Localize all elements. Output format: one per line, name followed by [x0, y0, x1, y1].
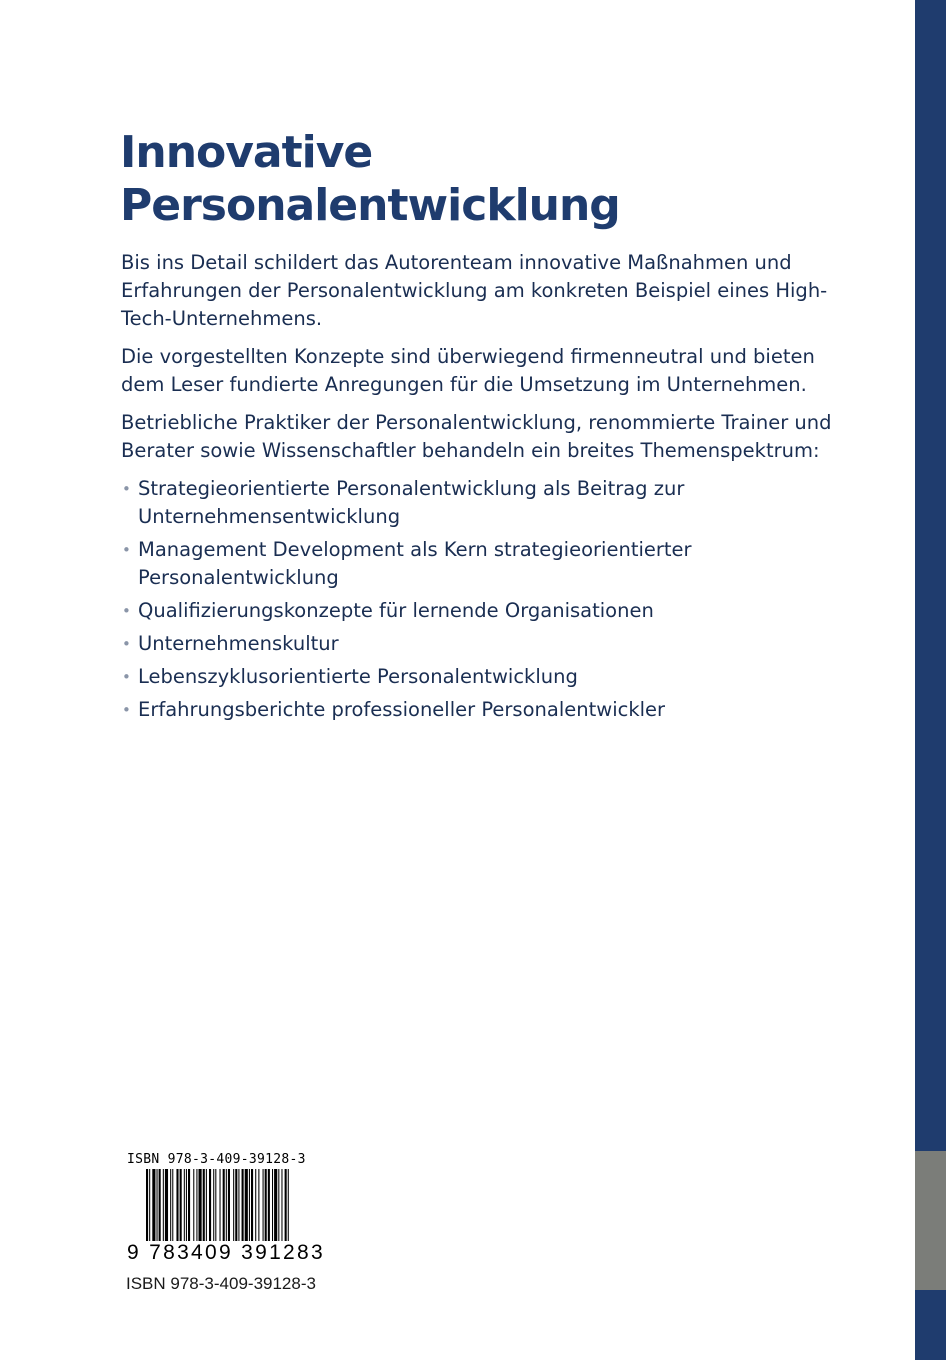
- paragraph-intro: Bis ins Detail schildert das Autorenteam innovative Maßnahmen und Erfahrungen der Personalentwicklung am konkreten Beispiel eines High-Tech-Unternehmens.: [121, 251, 828, 330]
- barcode-bar: [172, 1169, 173, 1243]
- barcode-bar: [196, 1169, 197, 1243]
- barcode-bar: [255, 1169, 256, 1243]
- barcode-bar: [186, 1169, 187, 1243]
- topic-item: • Erfahrungsberichte professioneller Personalentwickler: [121, 696, 861, 724]
- barcode-bar: [163, 1169, 164, 1243]
- bullet-icon: •: [122, 701, 131, 719]
- barcode-bar: [159, 1169, 161, 1243]
- barcode-bar: [238, 1169, 239, 1243]
- barcode-bar: [245, 1169, 248, 1243]
- barcode-bar: [209, 1169, 211, 1243]
- barcode-bar: [199, 1169, 202, 1243]
- barcode-bar: [176, 1169, 178, 1243]
- topic-item: • Lebenszyklusorientierte Personalentwicklung: [121, 663, 861, 691]
- barcode-bar: [203, 1169, 205, 1243]
- barcode-bar: [226, 1169, 227, 1243]
- bullet-icon: •: [122, 668, 131, 686]
- barcode-bar: [233, 1169, 234, 1243]
- paragraph-concepts: Die vorgestellten Konzepte sind überwiegend firmenneutral und bieten dem Leser fundierte Anregungen für die Umsetzung im Unternehmen.: [121, 345, 815, 396]
- blurb: [121, 249, 861, 729]
- spine-gray-block: [915, 1151, 946, 1290]
- topic-item: • Management Development als Kern strategieorientierter Personalentwicklung: [122, 538, 692, 589]
- barcode-bar: [165, 1169, 168, 1243]
- barcode-bar: [157, 1169, 158, 1243]
- paragraph-authors: Betriebliche Praktiker der Personalentwicklung, renommierte Trainer und Berater sowie Wissenschaftler behandeln ein breites Themenspektrum:: [121, 411, 832, 462]
- barcode-bar: [251, 1169, 253, 1243]
- barcode-bar: [215, 1169, 216, 1243]
- bullet-icon: •: [122, 602, 131, 620]
- topic-item: • Strategieorientierte Personalentwicklung als Beitrag zur Unternehmensentwicklung: [122, 477, 685, 528]
- bullet-icon: •: [122, 480, 131, 498]
- barcode-bar: [272, 1169, 273, 1243]
- barcode-bar: [268, 1169, 270, 1243]
- barcode-bar: [223, 1169, 225, 1243]
- barcode-bar: [184, 1169, 185, 1243]
- barcode-bar: [263, 1169, 264, 1243]
- bullet-icon: •: [122, 635, 131, 653]
- isbn-bottom-label: ISBN 978-3-409-39128-3: [126, 1274, 316, 1293]
- ean-digits: 9 783409 391283: [127, 1241, 325, 1264]
- topic-item: • Qualifizierungskonzepte für lernende Organisationen: [121, 597, 861, 625]
- barcode-bar: [258, 1169, 259, 1243]
- barcode-bar: [281, 1169, 282, 1243]
- book-title: [120, 126, 880, 232]
- barcode-bar: [249, 1169, 250, 1243]
- barcode-bar: [228, 1169, 230, 1243]
- barcode-bar: [265, 1169, 267, 1243]
- isbn-top-label: ISBN 978-3-409-39128-3: [127, 1152, 306, 1167]
- barcode-bar: [170, 1169, 171, 1243]
- barcode-bar: [285, 1169, 287, 1243]
- barcode-bar: [235, 1169, 237, 1243]
- barcode-bar: [274, 1169, 277, 1243]
- barcode-bar: [180, 1169, 182, 1243]
- barcode-bar: [278, 1169, 279, 1243]
- barcode-bar: [206, 1169, 207, 1243]
- topic-item: • Unternehmenskultur: [121, 630, 861, 658]
- title-line-2: Personalentwicklung: [120, 180, 620, 231]
- topic-list: [121, 475, 861, 724]
- barcode-bar: [193, 1169, 194, 1243]
- barcode-bar: [220, 1169, 221, 1243]
- barcode-bar: [213, 1169, 214, 1243]
- barcode-bar: [242, 1169, 244, 1243]
- barcode-bar: [188, 1169, 190, 1243]
- title-line-1: Innovative: [120, 127, 373, 178]
- bullet-icon: •: [122, 541, 131, 559]
- barcode-bar: [152, 1169, 155, 1243]
